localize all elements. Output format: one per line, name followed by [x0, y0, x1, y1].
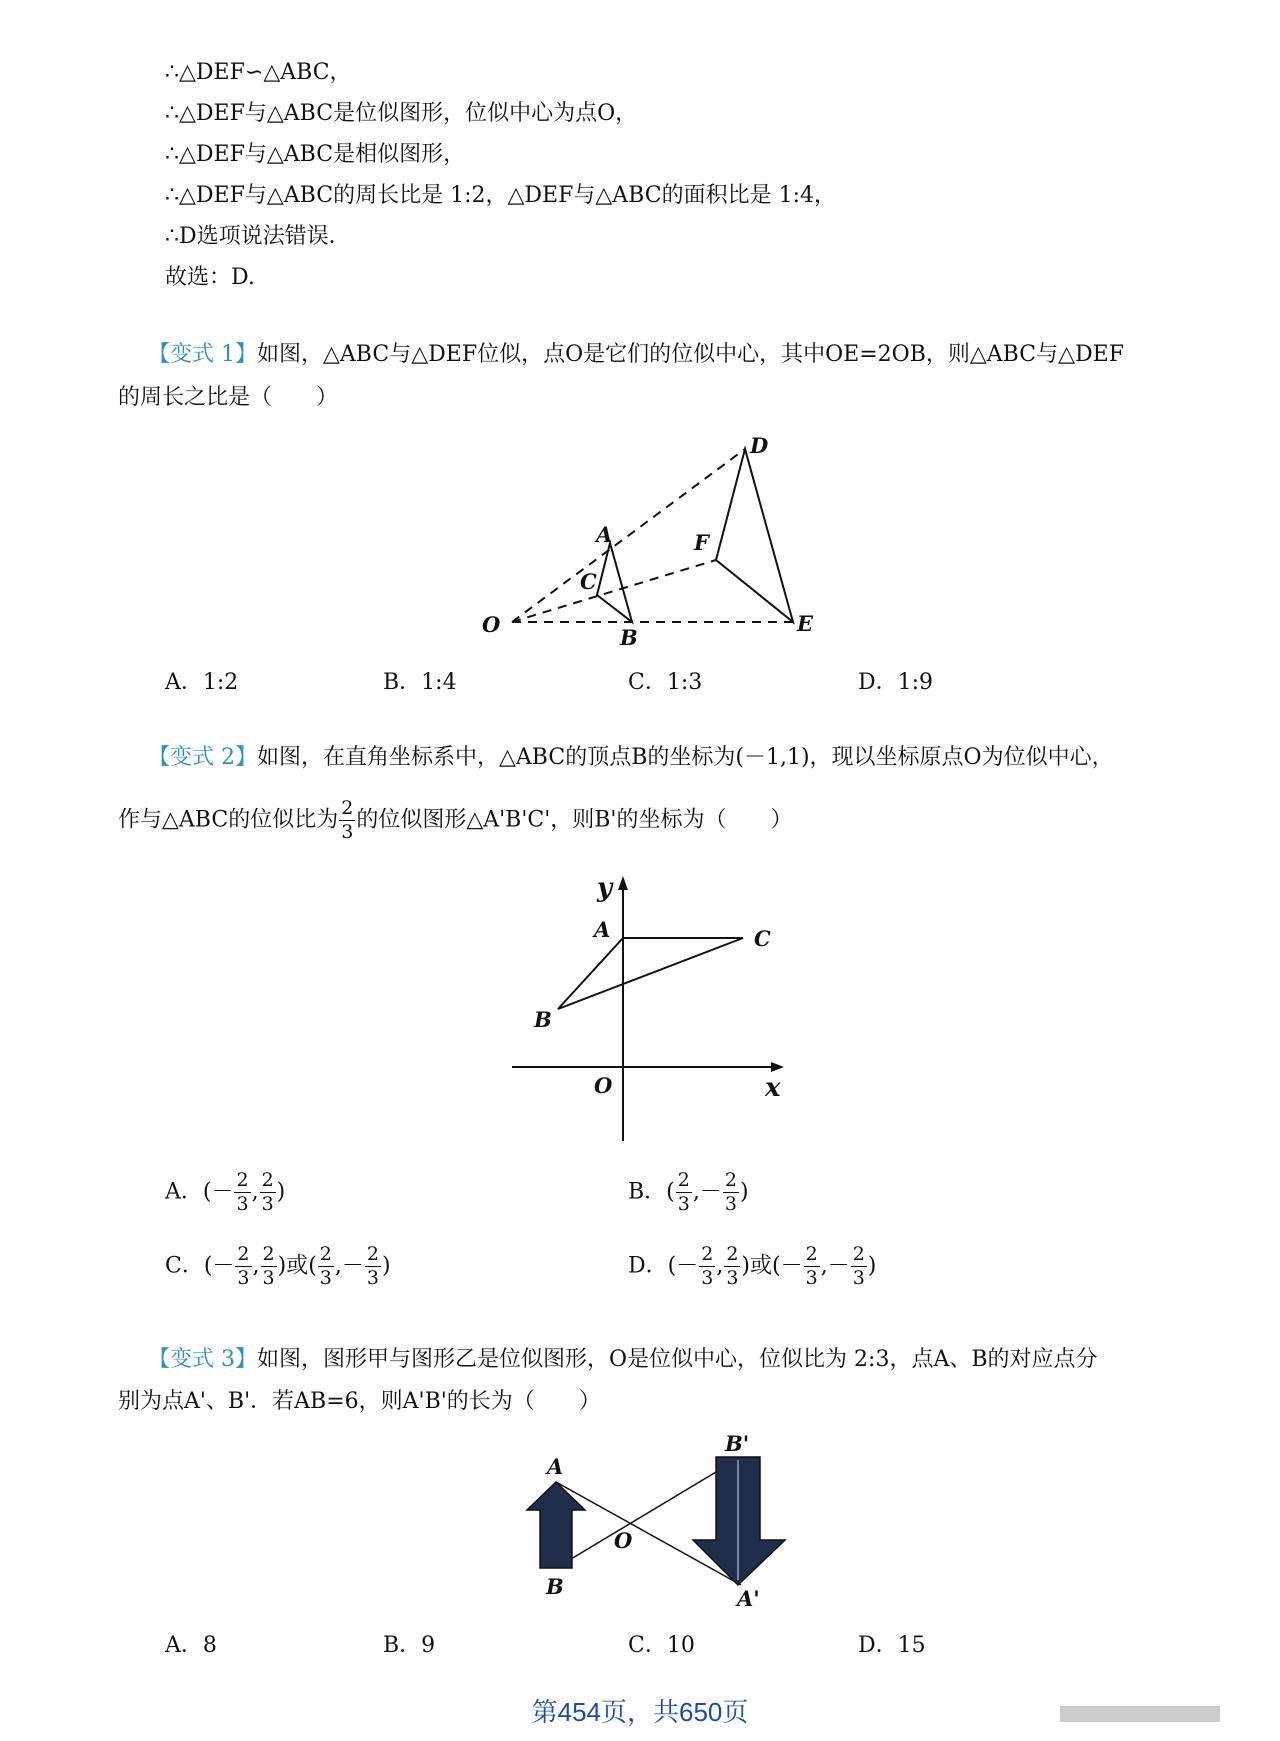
q1-label-e: E — [797, 611, 814, 636]
q1-option-a: A．1:2 — [165, 670, 239, 695]
solution-line-4: ∴△DEF与△ABC的周长比是 1:2，△DEF与△ABC的面积比是 1:4， — [165, 183, 836, 208]
solution-answer: 故选：D. — [165, 265, 255, 290]
q3-option-b: B．9 — [383, 1633, 436, 1658]
q1-label-b: B — [620, 625, 638, 650]
q2-label-b: B — [534, 1007, 552, 1032]
q3-label-aprime: A' — [737, 1586, 760, 1611]
q1-label-c: C — [580, 569, 597, 594]
q1-label-a: A — [596, 522, 613, 547]
q2-option-d: D．(－ $\frac{2}{3}$ , $\frac{2}{3}$ )或(－ $\frac{2}{3}$ ,－ $\frac{2}{3}$ ) — [628, 1243, 877, 1289]
q3-label-a: A — [547, 1454, 564, 1479]
page-number-footer: 第454页，共650页 — [531, 1697, 749, 1727]
q2-tag: 【变式 2】 — [148, 745, 257, 770]
q1-label-d: D — [750, 433, 769, 458]
q1-stem: 如图，△ABC与△DEF位似，点O是它们的位似中心，其中OE=2OB，则△ABC与△DEF — [257, 342, 1124, 367]
q1-text-line-2: 的周长之比是（ ） — [118, 385, 339, 410]
solution-line-1: ∴△DEF∽△ABC， — [165, 60, 352, 85]
q3-tag: 【变式 3】 — [148, 1347, 257, 1372]
q1-tag: 【变式 1】 — [148, 342, 257, 367]
q3-label-b: B — [546, 1574, 564, 1599]
q1-option-c: C．1:3 — [628, 670, 703, 695]
q2-stem-part-a: 作与△ABC的位似比为 — [118, 807, 339, 833]
q3-option-a: A．8 — [165, 1633, 217, 1658]
q3-text-line-2: 别为点A'、B'．若AB=6，则A'B'的长为（ ） — [118, 1389, 601, 1414]
q2-label-a: A — [594, 917, 611, 942]
q3-label-bprime: B' — [725, 1431, 750, 1456]
q2-ratio-fraction: $\frac{2}{3}$ — [341, 797, 354, 843]
q2-label-c: C — [754, 926, 771, 951]
q2-stem: 如图，在直角坐标系中，△ABC的顶点B的坐标为(－1,1)，现以坐标原点O为位似中心， — [257, 745, 1114, 770]
q2-option-c: C．(－ $\frac{2}{3}$ , $\frac{2}{3}$ )或( $\frac{2}{3}$ ,－ $\frac{2}{3}$ ) — [165, 1243, 391, 1289]
q2-option-b: B．( $\frac{2}{3}$ ,－ $\frac{2}{3}$ ) — [628, 1169, 749, 1215]
q3-option-d: D．15 — [858, 1633, 926, 1658]
solution-line-3: ∴△DEF与△ABC是相似图形， — [165, 142, 466, 167]
q2-stem-part-b: 的位似图形△A'B'C'，则B'的坐标为（ ） — [356, 807, 793, 833]
solution-line-5: ∴D选项说法错误． — [165, 224, 351, 249]
q3-ray-a-ap — [556, 1482, 741, 1585]
q2-label-x: x — [765, 1073, 781, 1103]
q2-option-a: A．(－ $\frac{2}{3}$ , $\frac{2}{3}$ ) — [165, 1169, 286, 1215]
q3-label-o: O — [614, 1528, 633, 1553]
scan-artifact — [1060, 1706, 1220, 1722]
q1-label-f: F — [694, 530, 709, 555]
q1-option-d: D．1:9 — [858, 670, 934, 695]
solution-line-2: ∴△DEF与△ABC是位似图形，位似中心为点O， — [165, 101, 638, 126]
q2-label-y: y — [597, 873, 613, 903]
q1-option-b: B．1:4 — [383, 670, 457, 695]
q3-option-c: C．10 — [628, 1633, 695, 1658]
q3-stem: 如图，图形甲与图形乙是位似图形，O是位似中心，位似比为 2:3，点A、B的对应点分 — [257, 1347, 1098, 1372]
q2-label-o: O — [594, 1073, 613, 1098]
q1-label-o: O — [482, 612, 501, 637]
